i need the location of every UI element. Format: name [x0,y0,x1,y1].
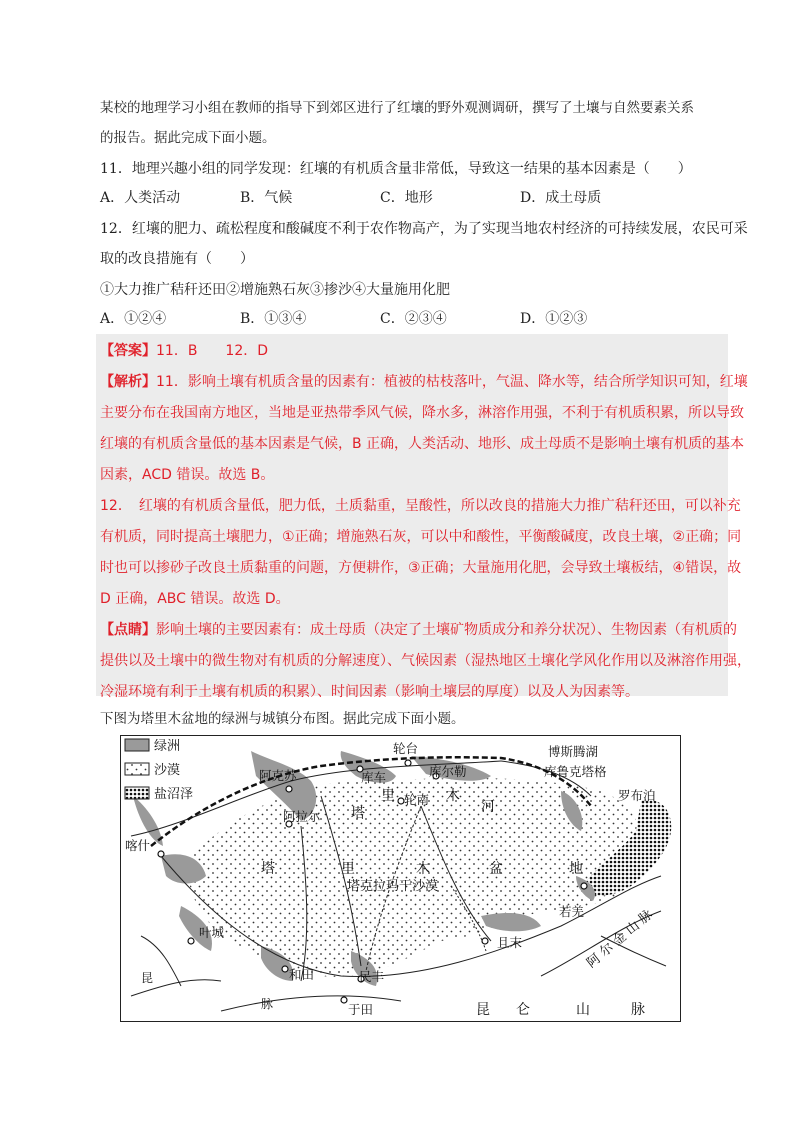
city-kuqa: 库车 [361,770,387,785]
region-label-di: 地 [569,861,583,877]
question-11-stem: 11．地理兴趣小组的同学发现：红壤的有机质含量非常低，导致这一结果的基本因素是（ ） [100,161,692,177]
city-kashgar: 喀什 [125,838,151,853]
question-12-stem-line-2: 取的改良措施有（ ） [100,251,254,267]
city-aral: 阿拉尔 [283,809,321,824]
comment-line-1 [100,615,737,646]
map-intro: 下图为塔里木盆地的绿洲与城镇分布图。据此完成下面小题。 [100,711,465,727]
city-korla: 库尔勒 [429,764,467,779]
legend-desert-label: 沙漠 [154,763,181,778]
analysis-tag: 【解析】 [100,374,156,390]
intro-line-2: 的报告。据此完成下面小题。 [100,130,276,146]
legend-salt-marsh-swatch [125,787,149,799]
range-kuruktag: 库鲁克塔格 [544,764,607,779]
q11-option-d: D．成土母质 [520,190,602,206]
legend-oasis-label: 绿洲 [154,739,181,754]
answer-tag: 【答案】 [100,343,156,359]
analysis-line-3: 红壤的有机质含量低的基本因素是气候，B 正确，人类活动、地形、成土母质不是影响土壤有机质的基本 [100,436,745,452]
answer-line [100,336,730,367]
analysis-line-2: 主要分布在我国南方地区，当地是亚热带季风气候，降水多，淋溶作用强，不利于有机质积累，所以导致 [100,405,744,421]
map-legend [125,739,193,802]
region-label-lun: 仑 [516,1002,530,1018]
city-yecheng: 叶城 [199,925,225,940]
region-label-kun: 昆 [476,1002,490,1018]
region-label-pen: 盆 [489,861,503,877]
altun-label-mai: 脉 [636,907,656,928]
answer-text: 11．B 12．D [156,343,269,359]
analysis-line-5: 12． 红壤的有机质含量低，肥力低，土质黏重，呈酸性，所以改良的措施大力推广秸秆还田，可以补充 [100,498,741,514]
intro-line-1: 某校的地理学习小组在教师的指导下到郊区进行了红壤的野外观测调研，撰写了土壤与自然要素关系 [100,100,694,116]
analysis-line-1 [100,367,748,398]
region-label-li-1: 里 [381,788,395,804]
q11-option-c: C．地形 [380,190,433,206]
city-hotan: 和田 [289,967,315,982]
question-12-stem-line-1: 12．红壤的肥力、疏松程度和酸碱度不利于农作物高产，为了实现当地农村经济的可持续发展，农民可采 [100,221,748,237]
place-lunnan: 轮南 [404,792,430,807]
region-label-mai-west: 脉 [261,997,274,1011]
tarim-basin-map [120,735,681,1022]
region-label-he: 河 [481,799,495,815]
question-11-options [100,184,660,212]
q12-option-d: D．①②③ [520,311,588,327]
analysis-line-7: 时也可以掺砂子改良土质黏重的问题，方便耕作，③正确；大量施用化肥，会导致土壤板结，④错误，故 [100,560,742,576]
region-label-taklamakan: 塔克拉玛干沙漠 [347,879,439,894]
altun-label-er: 尔 [597,940,617,961]
region-label-kun-west: 昆 [141,971,154,985]
q12-option-b: B．①③④ [240,311,307,327]
region-label-ta-1: 塔 [351,806,365,822]
city-ruoqiang: 若羌 [559,904,585,919]
comment-line-2: 提供以及土壤中的微生物对有机质的分解速度）、气候因素（湿热地区土壤化学风化作用以及淋溶作用强， [100,653,751,669]
region-label-mu-1: 木 [446,788,460,804]
map-svg [121,736,680,1021]
region-label-ta-2: 塔 [261,861,275,877]
city-aksu: 阿克苏 [259,768,297,783]
lake-bosten: 博斯腾湖 [548,744,599,759]
city-qiemo: 且末 [497,935,523,950]
city-luntai: 轮台 [393,741,419,756]
region-label-mu-2: 木 [416,861,430,877]
altun-label-a: 阿 [584,951,604,972]
legend-salt-marsh-label: 盐沼泽 [154,787,194,802]
comment-tag: 【点睛】 [100,622,156,638]
q12-option-c: C．②③④ [380,311,447,327]
region-label-li-2: 里 [341,861,355,877]
city-yutian: 于田 [348,1002,374,1017]
analysis-text-1: 11．影响土壤有机质含量的因素有：植被的枯枝落叶，气温、降水等，结合所学知识可知，红壤 [156,374,748,390]
analysis-line-6: 有机质，同时提高土壤肥力，①正确；增施熟石灰，可以中和酸性，平衡酸碱度，改良土壤，②正确；同 [100,529,742,545]
question-12-options [100,305,660,333]
comment-line-3: 冷湿环境有利于土壤有机质的积累）、时间因素（影响土壤层的厚度）以及人为因素等。 [100,684,639,700]
city-minfeng: 民丰 [359,969,385,984]
analysis-line-4: 因素，ACD 错误。故选 B。 [100,467,275,483]
legend-oasis-swatch [125,739,149,751]
question-12-choices: ①大力推广秸秆还田②增施熟石灰③掺沙④大量施用化肥 [100,282,450,298]
analysis-line-8: D 正确，ABC 错误。故选 D。 [100,591,290,607]
q12-option-a: A．①②④ [100,311,167,327]
legend-desert-swatch [125,763,149,775]
altun-label-jin: 金 [610,929,630,950]
altun-label-shan: 山 [623,918,643,939]
q11-option-a: A．人类活动 [100,190,181,206]
lake-lop-nur: 罗布泊 [618,788,656,803]
answer-content [100,336,751,708]
region-label-shan: 山 [576,1002,590,1018]
comment-text-1: 影响土壤的主要因素有：成土母质（决定了土壤矿物质成分和养分状况）、生物因素（有机质的 [156,622,737,638]
q11-option-b: B．气候 [240,190,293,206]
region-label-mai: 脉 [631,1002,645,1018]
